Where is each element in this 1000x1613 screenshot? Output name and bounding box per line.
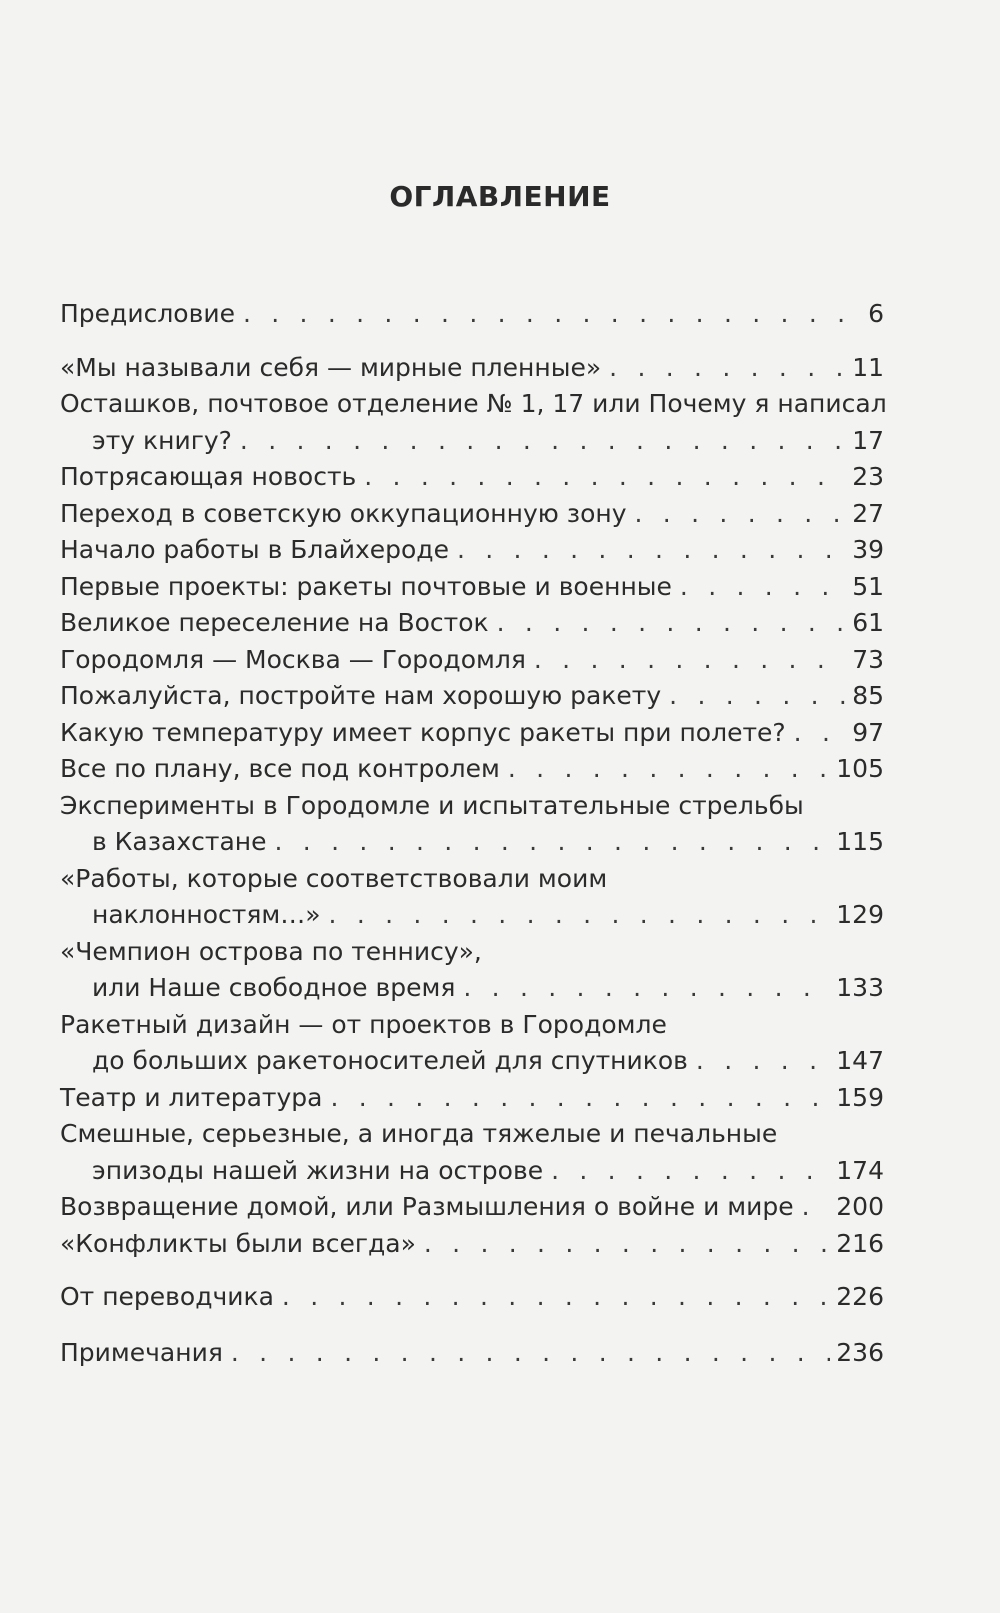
toc-entry-title: Эксперименты в Городомле и испытательные стрельбы <box>60 790 804 820</box>
toc-entry-title: в Казахстане <box>92 827 267 856</box>
toc-entry-title: Потрясающая новость <box>60 462 357 491</box>
dot-leader <box>243 296 862 333</box>
toc-page-number: 6 <box>868 299 884 328</box>
toc-entry-title: Возвращение домой, или Размышления о войне и мире <box>60 1192 794 1221</box>
toc-page-number: 159 <box>836 1082 884 1112</box>
toc-line <box>60 386 887 423</box>
toc-line <box>60 496 884 533</box>
toc-entry-title: Предисловие <box>60 299 235 328</box>
dot-leader <box>534 642 846 679</box>
toc-entry-title: Первые проекты: ракеты почтовые и военные <box>60 571 672 601</box>
dot-leader <box>240 423 846 460</box>
toc-line-continuation <box>60 897 884 934</box>
toc-entry <box>60 605 884 642</box>
toc-entry <box>60 861 884 934</box>
toc-entry <box>60 1279 884 1316</box>
dot-leader <box>424 1226 830 1263</box>
toc-entry-title: Осташков, почтовое отделение № 1, 17 или Почему я написал <box>60 389 887 418</box>
toc-entry <box>60 788 884 861</box>
toc-line <box>60 605 884 642</box>
toc-page-number: 17 <box>852 425 884 455</box>
toc-entry <box>60 715 884 752</box>
toc-line <box>60 678 884 715</box>
toc-entry-title: Великое переселение на Восток <box>60 608 489 637</box>
toc-page-number: 97 <box>852 717 884 747</box>
toc-page-number: 236 <box>836 1337 884 1367</box>
toc-line <box>60 861 884 898</box>
toc-line <box>60 1335 884 1372</box>
toc-page-number: 11 <box>852 352 884 382</box>
dot-leader <box>635 496 847 533</box>
toc-entry-title: до больших ракетоносителей для спутников <box>92 1046 688 1075</box>
toc-page-number: 216 <box>836 1228 884 1258</box>
toc-line <box>60 788 884 825</box>
toc-line-continuation <box>60 1043 884 1080</box>
toc-line-continuation <box>60 824 884 861</box>
dot-leader <box>329 897 831 934</box>
toc-entry-title: Театр и литература <box>60 1082 323 1112</box>
toc-page-number: 27 <box>852 498 884 528</box>
toc-line <box>60 1279 884 1316</box>
toc-line <box>60 642 884 679</box>
toc-entry-title: Примечания <box>60 1337 223 1367</box>
toc-entry <box>60 934 884 1007</box>
toc-line <box>60 934 884 971</box>
toc-page-number: 226 <box>836 1282 884 1311</box>
toc-line <box>60 569 884 606</box>
dot-leader <box>794 715 847 752</box>
dot-leader <box>463 970 830 1007</box>
toc-line-continuation <box>60 970 884 1007</box>
dot-leader <box>669 678 846 715</box>
toc-line <box>60 1226 884 1263</box>
toc-entry-title: Все по плану, все под контролем <box>60 754 500 783</box>
toc-entry <box>60 459 884 496</box>
dot-leader <box>330 1080 830 1117</box>
toc-line <box>60 296 884 333</box>
dot-leader <box>609 350 846 387</box>
toc-entry-title: Переход в советскую оккупационную зону <box>60 498 627 528</box>
toc-entry <box>60 1226 884 1263</box>
toc-entry <box>60 1335 884 1372</box>
dot-leader <box>364 459 846 496</box>
toc-entry-title: эпизоды нашей жизни на острове <box>92 1155 544 1185</box>
toc-page-number: 147 <box>836 1046 884 1075</box>
toc-entry <box>60 1116 884 1189</box>
toc-page-number: 105 <box>836 754 884 783</box>
toc-entry <box>60 496 884 533</box>
toc-entry <box>60 642 884 679</box>
toc-page-number: 129 <box>836 900 884 929</box>
toc-line <box>60 1116 884 1153</box>
dot-leader <box>275 824 831 861</box>
page-title: ОГЛАВЛЕНИЕ <box>389 180 611 213</box>
toc-entry-title: «Конфликты были всегда» <box>60 1228 416 1258</box>
toc-line <box>60 1189 884 1226</box>
toc-line <box>60 1007 884 1044</box>
toc-line <box>60 459 884 496</box>
toc-entry-title: или Наше свободное время <box>92 973 456 1002</box>
toc-line <box>60 1080 884 1117</box>
toc-entry <box>60 350 884 387</box>
dot-leader <box>457 532 846 569</box>
dot-leader <box>497 605 847 642</box>
toc-entry <box>60 1007 884 1080</box>
toc-page-number: 200 <box>836 1192 884 1221</box>
toc-entry-title: «Мы называли себя — мирные пленные» <box>60 352 602 382</box>
toc-entry <box>60 569 884 606</box>
dot-leader <box>551 1153 830 1190</box>
dot-leader <box>680 569 846 606</box>
toc-entry-title: Пожалуйста, постройте нам хорошую ракету <box>60 681 662 710</box>
toc-page-number: 73 <box>852 644 884 674</box>
toc-page-number: 133 <box>836 973 884 1002</box>
toc-page-number: 174 <box>836 1155 884 1185</box>
toc-entry-title: эту книгу? <box>92 425 232 455</box>
toc-entry <box>60 296 884 333</box>
toc-page-number: 51 <box>852 571 884 601</box>
toc-entry <box>60 751 884 788</box>
toc-line <box>60 532 884 569</box>
dot-leader <box>282 1279 830 1316</box>
toc-line-continuation <box>60 423 884 460</box>
toc-page-number: 23 <box>852 462 884 491</box>
toc-entry-title: Смешные, серьезные, а иногда тяжелые и печальные <box>60 1119 778 1148</box>
dot-leader <box>696 1043 830 1080</box>
toc-entry-title: Ракетный дизайн — от проектов в Городомле <box>60 1009 667 1039</box>
toc-page-number: 39 <box>852 535 884 564</box>
toc-line <box>60 715 884 752</box>
toc-line <box>60 751 884 788</box>
toc-entry-title: «Чемпион острова по теннису», <box>60 936 482 966</box>
toc-entry-title: Начало работы в Блайхероде <box>60 535 449 564</box>
toc-entry <box>60 1189 884 1226</box>
table-of-contents <box>60 296 887 1371</box>
toc-entry-title: Какую температуру имеет корпус ракеты при полете? <box>60 717 786 747</box>
toc-entry <box>60 532 884 569</box>
toc-line-continuation <box>60 1153 884 1190</box>
toc-entry-title: «Работы, которые соответствовали моим <box>60 863 608 893</box>
toc-entry <box>60 1080 884 1117</box>
toc-page-number: 61 <box>852 608 884 637</box>
toc-page-number: 85 <box>852 681 884 710</box>
dot-leader <box>231 1335 830 1372</box>
toc-entry-title: Городомля — Москва — Городомля <box>60 644 526 674</box>
toc-entry <box>60 386 887 459</box>
dot-leader <box>802 1189 831 1226</box>
toc-entry-title: наклонностям…» <box>92 900 321 929</box>
toc-line <box>60 350 884 387</box>
toc-entry <box>60 678 884 715</box>
toc-page-number: 115 <box>836 827 884 856</box>
dot-leader <box>508 751 830 788</box>
toc-entry-title: От переводчика <box>60 1282 274 1311</box>
